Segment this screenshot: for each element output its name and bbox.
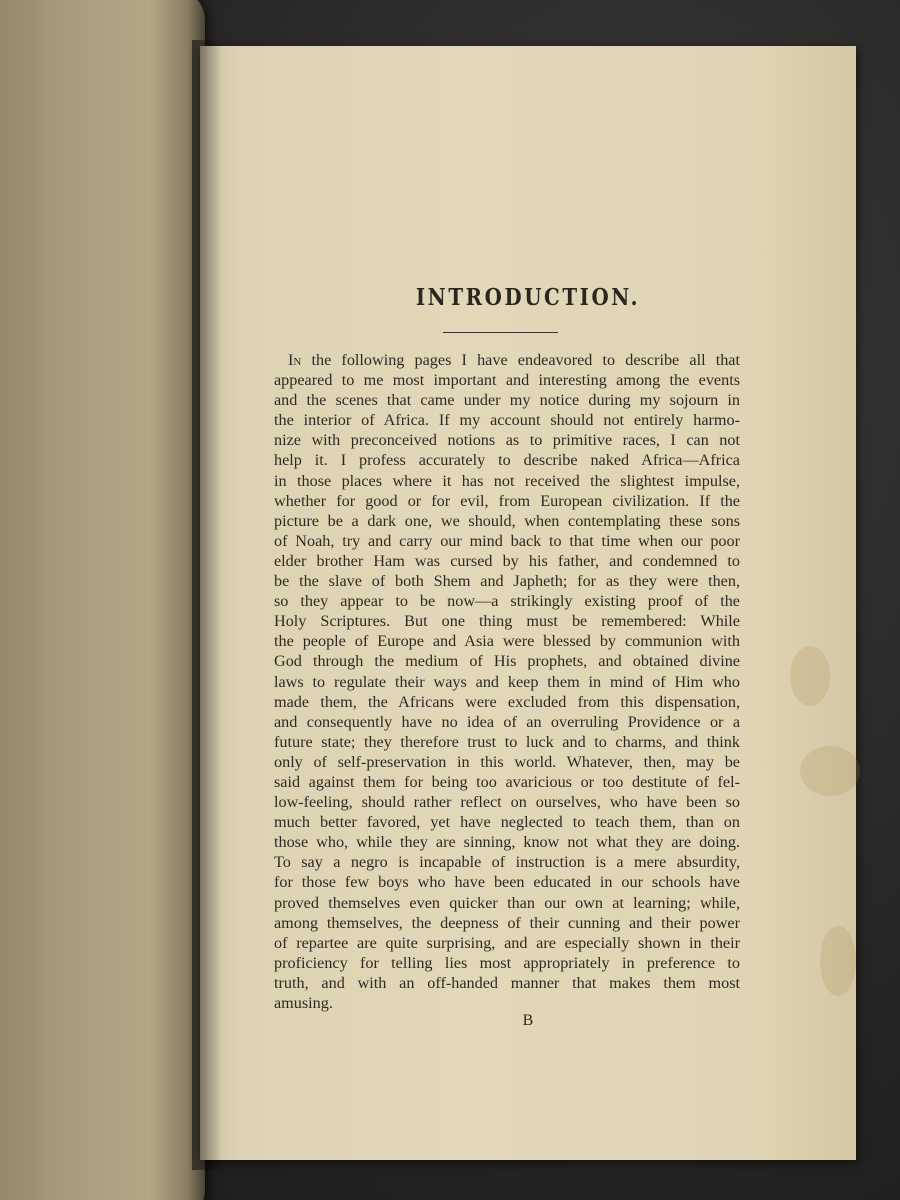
text-line: In the following pages I have endeavored to describe all that xyxy=(288,351,740,369)
text-line: help it. I profess accurately to describe naked Africa—Africa xyxy=(274,451,740,470)
text-line: laws to regulate their ways and keep them in mind of Him who xyxy=(274,672,740,691)
text-line: truth, and with an off-handed manner that makes them most xyxy=(274,973,740,992)
text-line: only of self-preservation in this world. Whatever, then, may be xyxy=(274,752,740,771)
text-line: amusing. xyxy=(274,994,333,1012)
page-heading: INTRODUCTION. xyxy=(415,284,641,311)
heading-rule xyxy=(443,332,558,333)
text-line: future state; they therefore trust to luck and to charms, and think xyxy=(274,732,740,751)
text-line: appeared to me most important and interesting among the events xyxy=(274,371,740,390)
text-line: and the scenes that came under my notice during my sojourn in xyxy=(274,391,740,410)
text-line: Holy Scriptures. But one thing must be remembered: While xyxy=(274,612,740,631)
text-line: picture be a dark one, we should, when contemplating these sons xyxy=(274,511,740,530)
text-line: of Noah, try and carry our mind back to that time when our poor xyxy=(274,531,740,550)
initial-word: In xyxy=(288,351,302,369)
text-line: elder brother Ham was cursed by his father, and condemned to xyxy=(274,551,740,570)
text-line: among themselves, the deepness of their cunning and their power xyxy=(274,913,740,932)
text-line: and consequently have no idea of an overruling Providence or a xyxy=(274,712,740,731)
text-line: proved themselves even quicker than our own at learning; while, xyxy=(274,893,740,912)
text-line: proficiency for telling lies most appropriately in preference to xyxy=(274,953,740,972)
text-line: much better favored, yet have neglected to teach them, than on xyxy=(274,813,740,832)
foxing-stain xyxy=(790,646,830,706)
book-page xyxy=(200,46,856,1160)
text-line: low-feeling, should rather reflect on ourselves, who have been so xyxy=(274,793,740,812)
text-line: whether for good or for evil, from European civilization. If the xyxy=(274,491,740,510)
text-line: for those few boys who have been educated in our schools have xyxy=(274,873,740,892)
signature-mark: B xyxy=(522,1012,534,1029)
text-line: said against them for being too avaricious or too destitute of fel- xyxy=(274,772,740,791)
text-line: in those places where it has not received the slightest impulse, xyxy=(274,471,740,490)
introduction-paragraph xyxy=(274,350,740,1013)
text-line: those who, while they are sinning, know not what they are doing. xyxy=(274,833,740,852)
foxing-stain xyxy=(800,746,860,796)
spine-shadow xyxy=(192,40,222,1170)
text-line: be the slave of both Shem and Japheth; for as they were then, xyxy=(274,572,740,591)
text-line: made them, the Africans were excluded from this dispensation, xyxy=(274,692,740,711)
text-line: To say a negro is incapable of instruction is a mere absurdity, xyxy=(274,853,740,872)
foxing-stain xyxy=(820,926,856,996)
text-line: of repartee are quite surprising, and are especially shown in their xyxy=(274,933,740,952)
text-line: so they appear to be now—a strikingly existing proof of the xyxy=(274,592,740,611)
text-line: the interior of Africa. If my account should not entirely harmo- xyxy=(274,411,740,430)
text-line: nize with preconceived notions as to primitive races, I can not xyxy=(274,431,740,450)
left-facing-page xyxy=(0,0,205,1200)
text-line: God through the medium of His prophets, and obtained divine xyxy=(274,652,740,671)
text-line: the people of Europe and Asia were blessed by communion with xyxy=(274,632,740,651)
